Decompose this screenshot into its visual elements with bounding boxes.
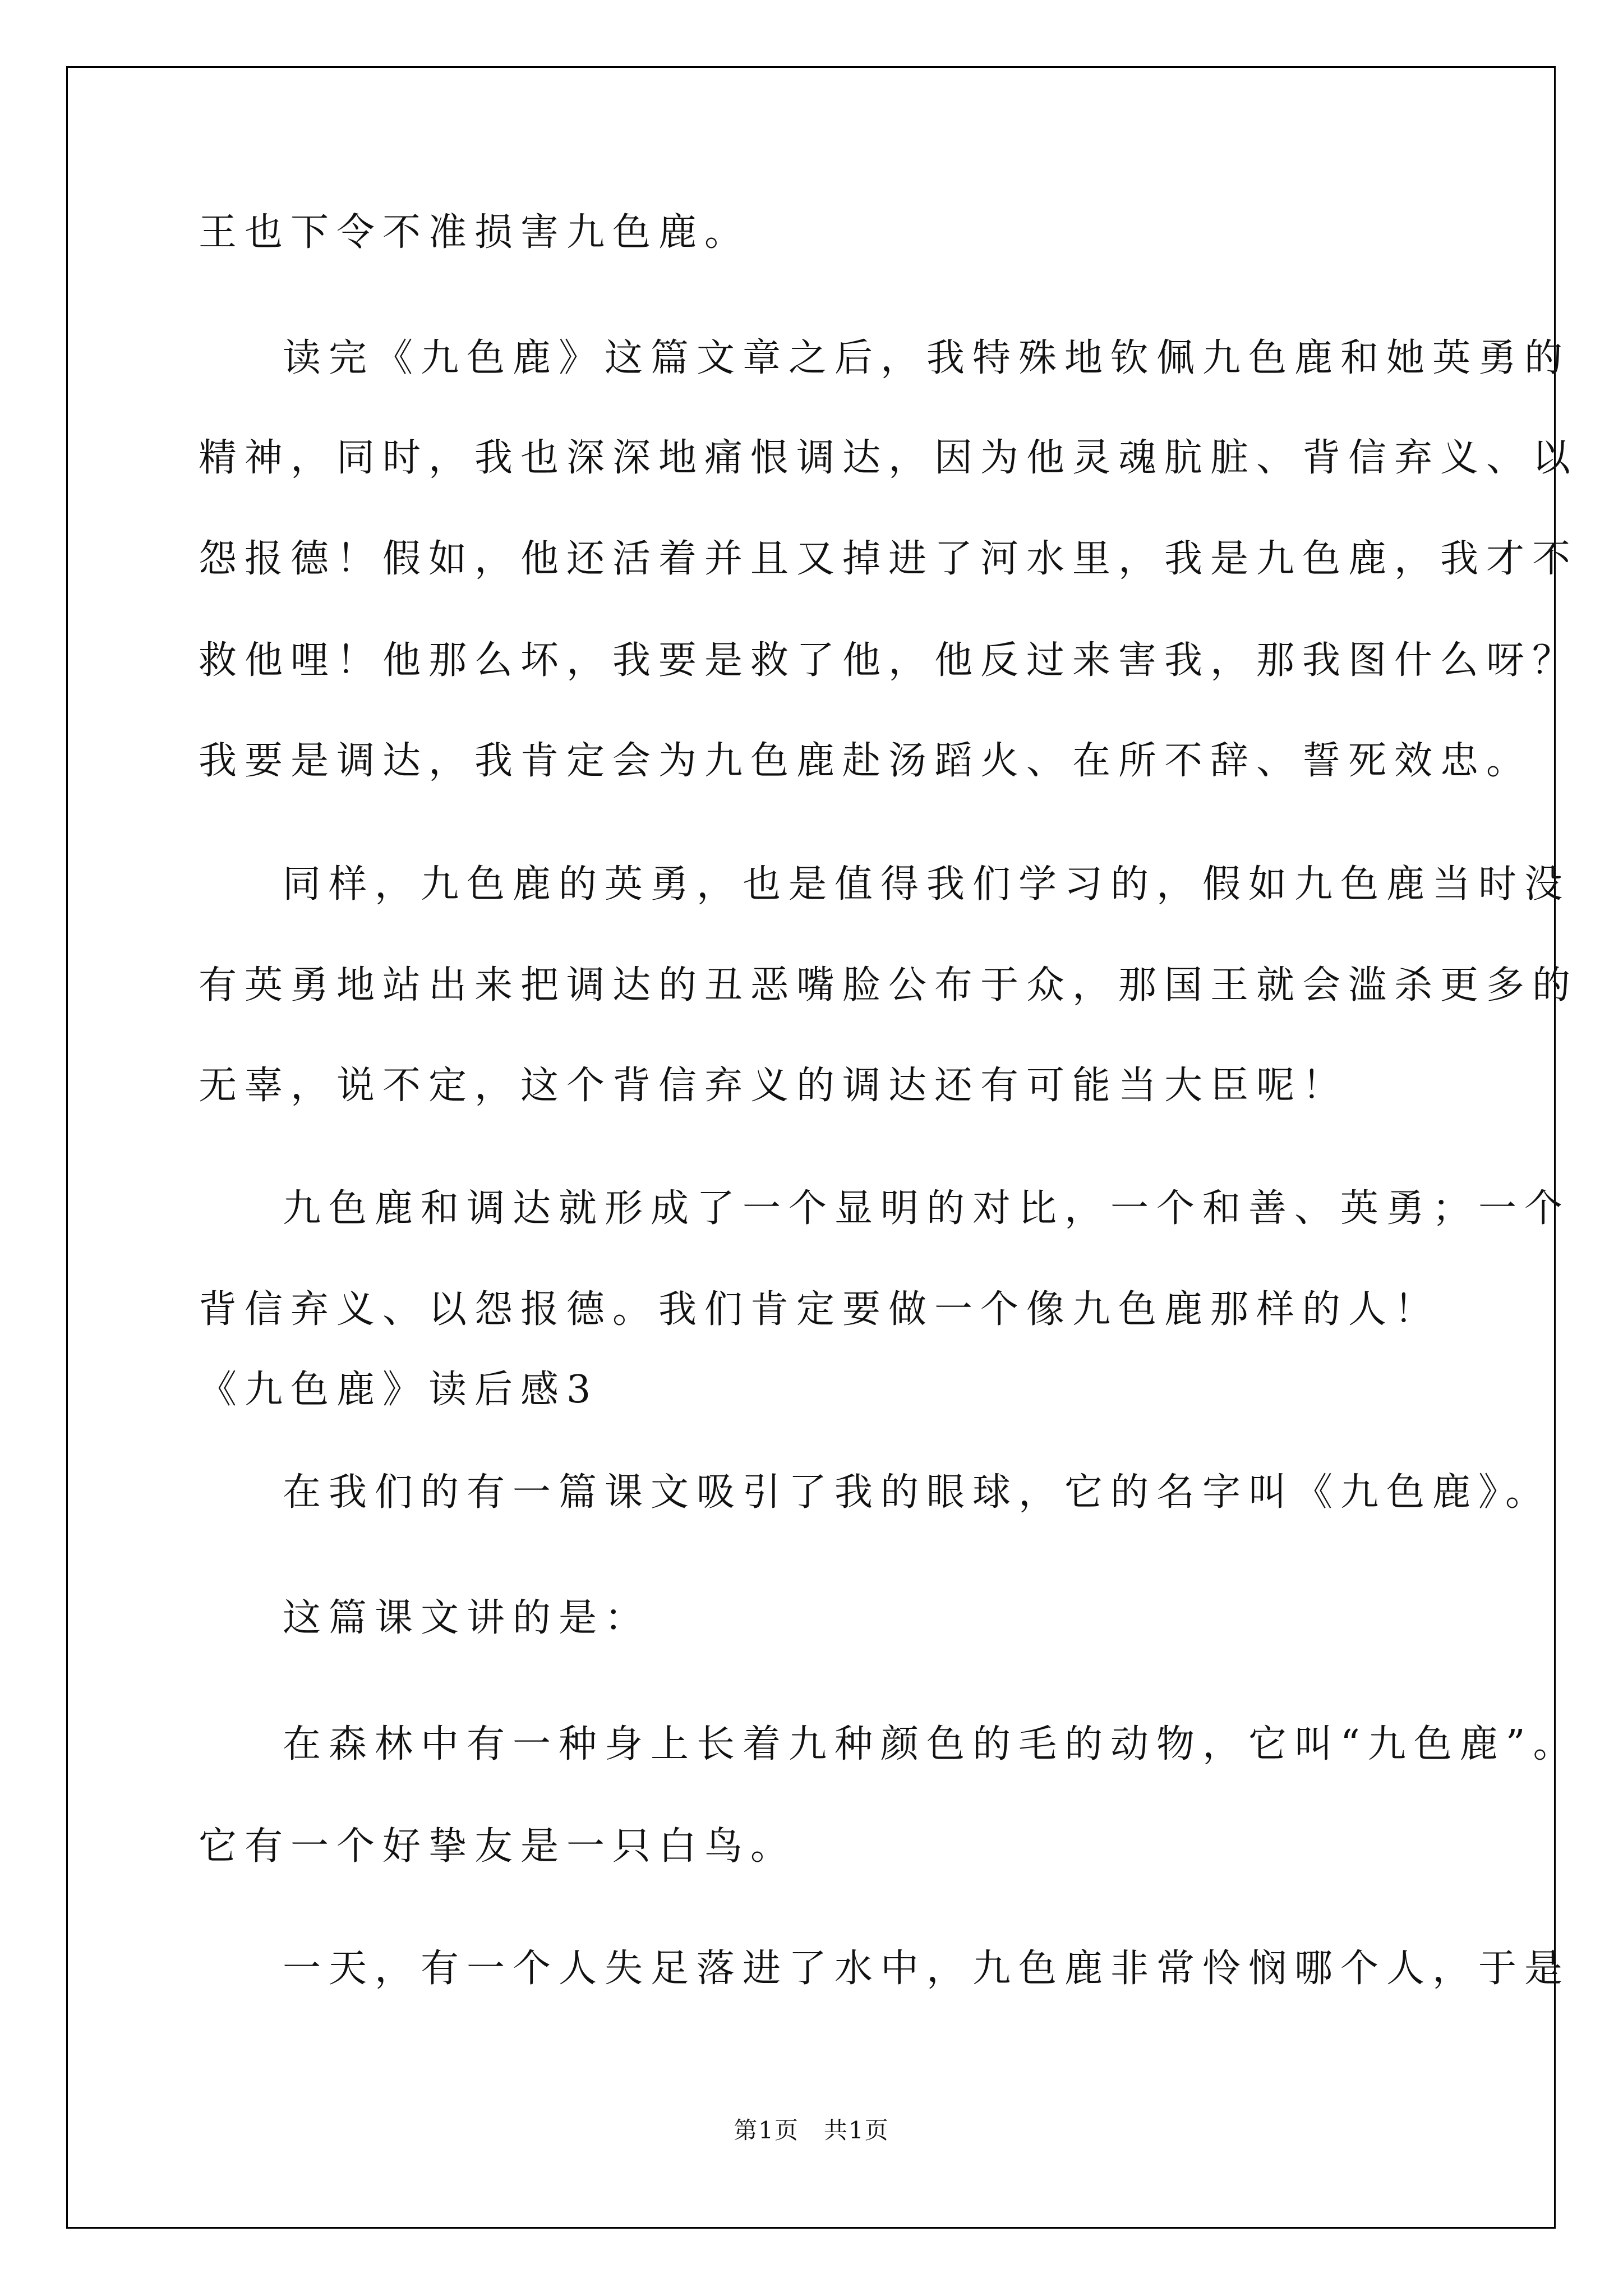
text-line: 救他哩！他那么坏，我要是救了他，他反过来害我，那我图什么呀？ [199,638,1579,683]
section-heading: 《九色鹿》读后感3 [199,1368,599,1412]
text-line: 在森林中有一种身上长着九种颜色的毛的动物，它叫“九色鹿”。 [283,1722,1579,1766]
text-line: 这篇课文讲的是： [283,1596,651,1640]
text-line: 读完《九色鹿》这篇文章之后，我特殊地钦佩九色鹿和她英勇的 [283,336,1571,380]
text-line: 精神，同时，我也深深地痛恨调达，因为他灵魂肮脏、背信弃义、以 [199,436,1579,480]
text-line: 有英勇地站出来把调达的丑恶嘴脸公布于众，那国王就会滥杀更多的 [199,963,1579,1007]
page-footer: 第1页 共1页 [734,2116,889,2144]
text-line: 它有一个好挚友是一只白鸟。 [199,1824,797,1869]
text-line: 我要是调达，我肯定会为九色鹿赴汤蹈火、在所不辞、誓死效忠。 [199,739,1533,783]
text-line: 一天，有一个人失足落进了水中，九色鹿非常怜悯哪个人，于是 [283,1947,1571,1991]
page-border [66,66,1556,2229]
text-line: 王也下令不准损害九色鹿。 [199,210,751,255]
text-line: 无辜，说不定，这个背信弃义的调达还有可能当大臣呢！ [199,1064,1349,1108]
text-line: 同样，九色鹿的英勇，也是值得我们学习的，假如九色鹿当时没 [283,862,1571,907]
text-line: 九色鹿和调达就形成了一个显明的对比，一个和善、英勇；一个 [283,1186,1571,1231]
text-line: 在我们的有一篇课文吸引了我的眼球，它的名字叫《九色鹿》。 [283,1470,1552,1515]
text-line: 背信弃义、以怨报德。我们肯定要做一个像九色鹿那样的人！ [199,1287,1441,1332]
text-line: 怨报德！假如，他还活着并且又掉进了河水里，我是九色鹿，我才不 [199,537,1579,581]
